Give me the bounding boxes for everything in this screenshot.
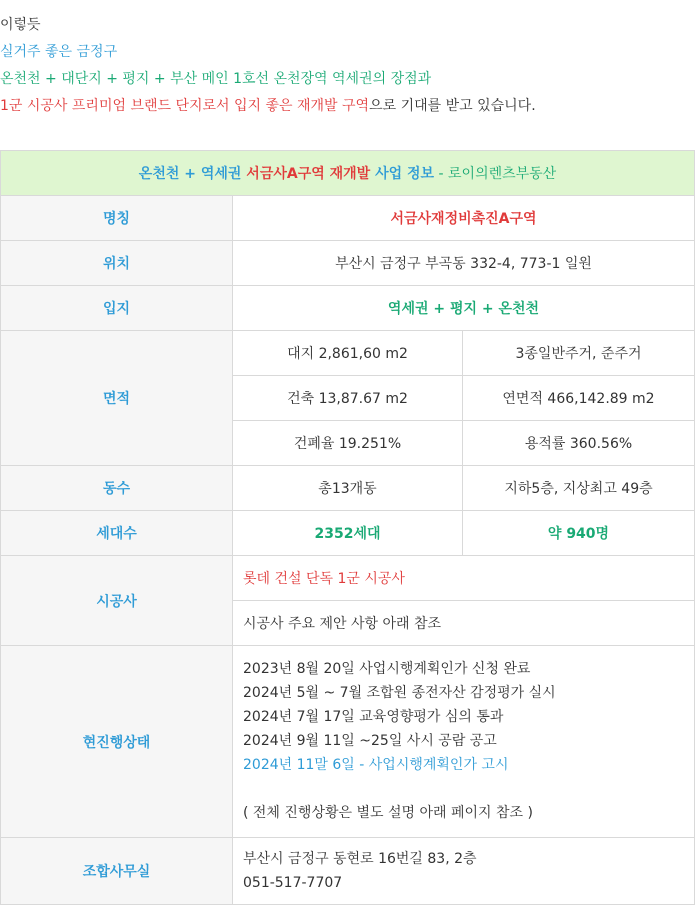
office-phone: 051-517-7707 xyxy=(243,875,343,891)
value-office xyxy=(233,838,695,905)
status-highlight: 2024년 11말 6일 - 사업시행계획인가 고시 xyxy=(243,757,509,773)
intro-line-3: 온천천 + 대단지 + 평지 + 부산 메인 1호선 온천장역 역세권의 장점과 xyxy=(0,71,432,87)
intro-text xyxy=(0,0,696,120)
table-header xyxy=(1,151,695,196)
label-status: 현진행상태 xyxy=(1,646,233,838)
status-note: ( 전체 진행상황은 별도 설명 아래 페이지 참조 ) xyxy=(243,805,533,821)
value-land: 대지 2,861,60 m2 xyxy=(233,331,463,376)
intro-line-1: 이렇듯 xyxy=(0,17,41,33)
label-households: 세대수 xyxy=(1,511,233,556)
header-part-2: 서금사A구역 재개발 xyxy=(246,166,371,182)
value-name: 서금사재정비촉진A구역 xyxy=(233,196,695,241)
value-building: 건축 13,87.67 m2 xyxy=(233,376,463,421)
value-units: 2352세대 xyxy=(233,511,463,556)
label-site: 입지 xyxy=(1,286,233,331)
label-buildings: 동수 xyxy=(1,466,233,511)
table-header-row xyxy=(1,151,695,196)
intro-line-4 xyxy=(0,93,696,120)
value-site: 역세권 + 평지 + 온천천 xyxy=(233,286,695,331)
value-far: 용적률 360.56% xyxy=(463,421,695,466)
status-item: 2024년 7월 17일 교육영향평가 심의 통과 xyxy=(243,709,504,725)
table-row-buildings xyxy=(1,466,695,511)
value-zoning: 3종일반주거, 준주거 xyxy=(463,331,695,376)
project-info-table xyxy=(0,150,695,905)
intro-line-4-highlight: 1군 시공사 프리미엄 브랜드 단지로서 입지 좋은 재개발 구역 xyxy=(0,98,370,114)
header-part-3: 사업 정보 xyxy=(370,166,435,182)
label-name: 명칭 xyxy=(1,196,233,241)
label-area: 면적 xyxy=(1,331,233,466)
intro-line-4-rest: 으로 기대를 받고 있습니다. xyxy=(369,98,536,114)
value-floors: 지하5층, 지상최고 49층 xyxy=(463,466,695,511)
value-location: 부산시 금정구 부곡동 332-4, 773-1 일원 xyxy=(233,241,695,286)
label-location: 위치 xyxy=(1,241,233,286)
value-contractor: 롯데 건설 단독 1군 시공사 xyxy=(233,556,695,601)
table-row-site xyxy=(1,286,695,331)
table-row-status xyxy=(1,646,695,838)
value-status xyxy=(233,646,695,838)
table-row-location xyxy=(1,241,695,286)
label-office: 조합사무실 xyxy=(1,838,233,905)
intro-line-2: 실거주 좋은 금정구 xyxy=(0,44,118,60)
office-address: 부산시 금정구 동현로 16번길 83, 2층 xyxy=(243,851,477,867)
table-row-contractor-1 xyxy=(1,556,695,601)
value-coverage: 건폐율 19.251% xyxy=(233,421,463,466)
table-row-area-1 xyxy=(1,331,695,376)
label-contractor: 시공사 xyxy=(1,556,233,646)
table-row-households xyxy=(1,511,695,556)
status-item: 2024년 9월 11일 ~25일 사시 공람 공고 xyxy=(243,733,497,749)
table-row-office xyxy=(1,838,695,905)
value-building-count: 총13개동 xyxy=(233,466,463,511)
status-item: 2023년 8월 20일 사업시행계획인가 신청 완료 xyxy=(243,661,531,677)
value-contractor-note: 시공사 주요 제안 사항 아래 참조 xyxy=(233,601,695,646)
value-floor-area: 연면적 466,142.89 m2 xyxy=(463,376,695,421)
status-item: 2024년 5월 ~ 7월 조합원 종전자산 감정평가 실시 xyxy=(243,685,556,701)
table-row-name xyxy=(1,196,695,241)
header-part-4: - 로이의렌츠부동산 xyxy=(434,166,557,182)
value-members: 약 940명 xyxy=(463,511,695,556)
status-spacer xyxy=(243,777,684,801)
header-part-1: 온천천 + 역세권 xyxy=(138,166,247,182)
